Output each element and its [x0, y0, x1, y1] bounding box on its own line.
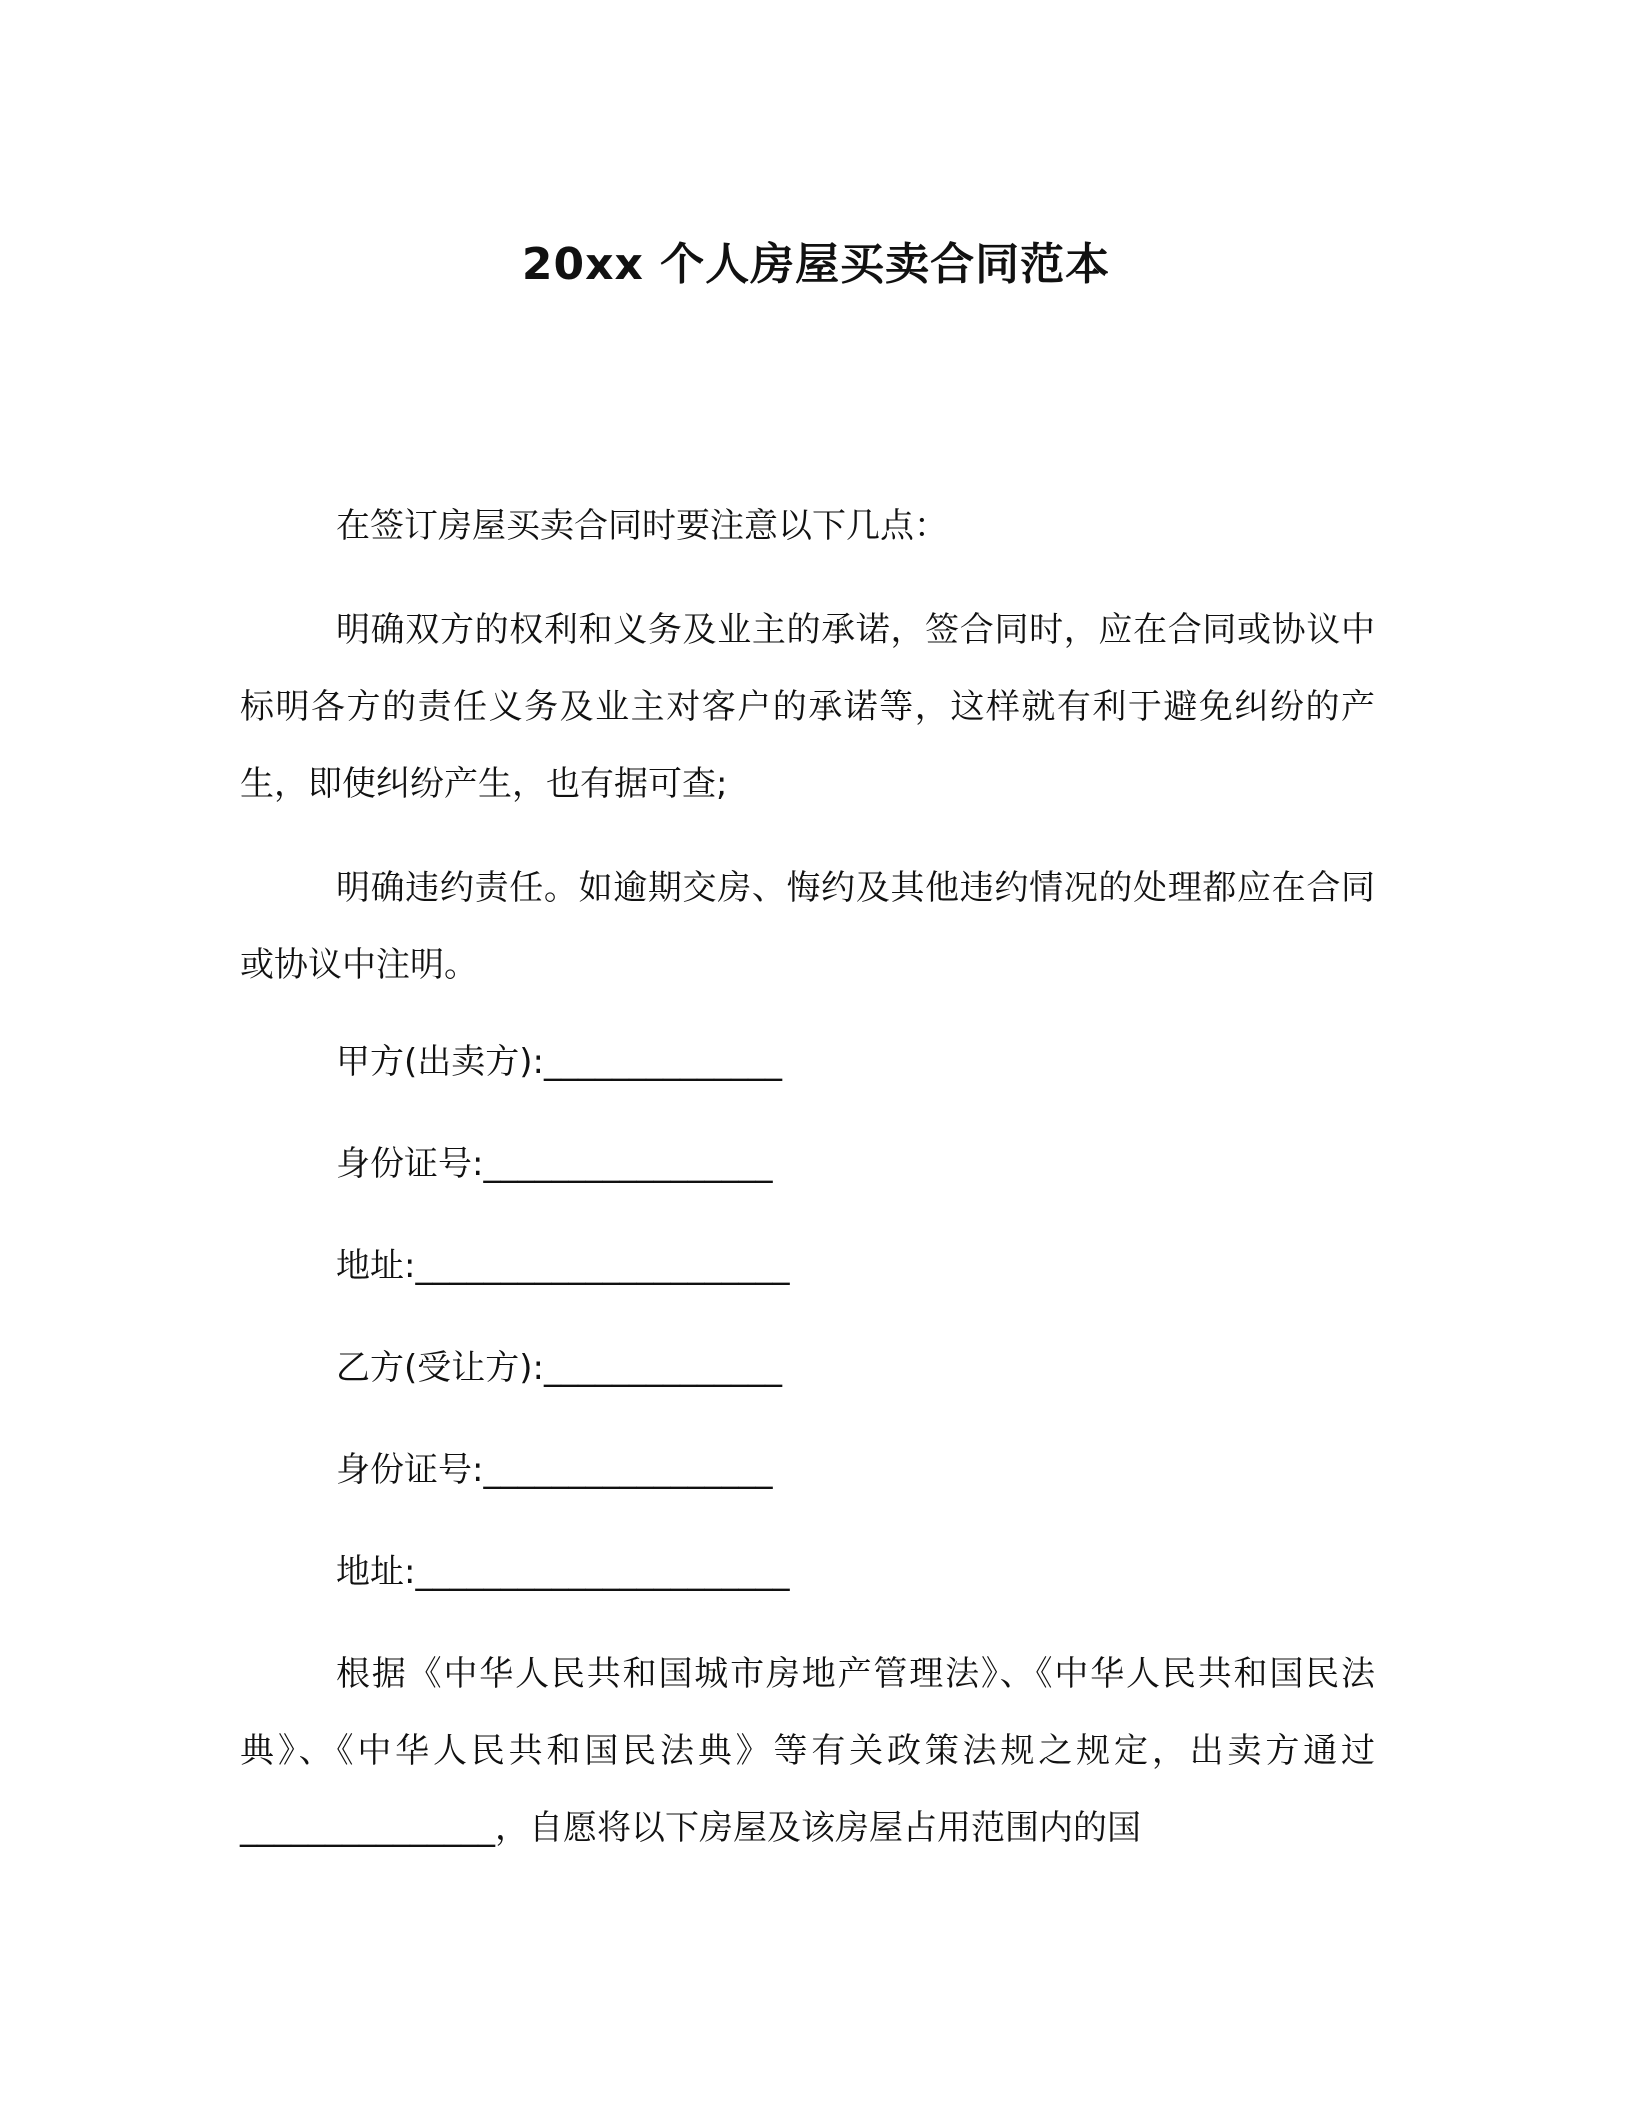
buyer-name-field: 乙方(受让方):______________: [336, 1348, 782, 1388]
paragraph-legal-basis: 根据《中华人民共和国城市房地产管理法》、《中华人民共和国民法典》、《中华人民共和国民法典》等有关政策法规之规定，出卖方通过_______________，自愿将以下房屋及该房屋占用范围内的国: [240, 1654, 1375, 1848]
intro-paragraph: [240, 488, 1375, 565]
paragraph-rights-obligations: 明确双方的权利和义务及业主的承诺，签合同时，应在合同或协议中标明各方的责任义务及业主对客户的承诺等，这样就有利于避免纠纷的产生，即使纠纷产生，也有据可查;: [240, 610, 1375, 804]
legal-basis-paragraph: [240, 1636, 1375, 1867]
buyer-address-field: 地址:______________________: [336, 1552, 790, 1592]
seller-name-field: 甲方(出卖方):______________: [336, 1042, 782, 1082]
seller-id-field: 身份证号:_________________: [336, 1144, 773, 1184]
paragraph-breach-liability: 明确违约责任。如逾期交房、悔约及其他违约情况的处理都应在合同或协议中注明。: [240, 868, 1375, 985]
buyer-id-field: 身份证号:_________________: [336, 1450, 773, 1490]
seller-address-field: 地址:______________________: [336, 1246, 790, 1286]
paragraph-notice-heading: 在签订房屋买卖合同时要注意以下几点：: [336, 506, 948, 546]
rights-paragraph: [240, 592, 1375, 823]
liability-paragraph: [240, 850, 1375, 1004]
document-title: 20xx 个人房屋买卖合同范本: [521, 239, 1111, 290]
